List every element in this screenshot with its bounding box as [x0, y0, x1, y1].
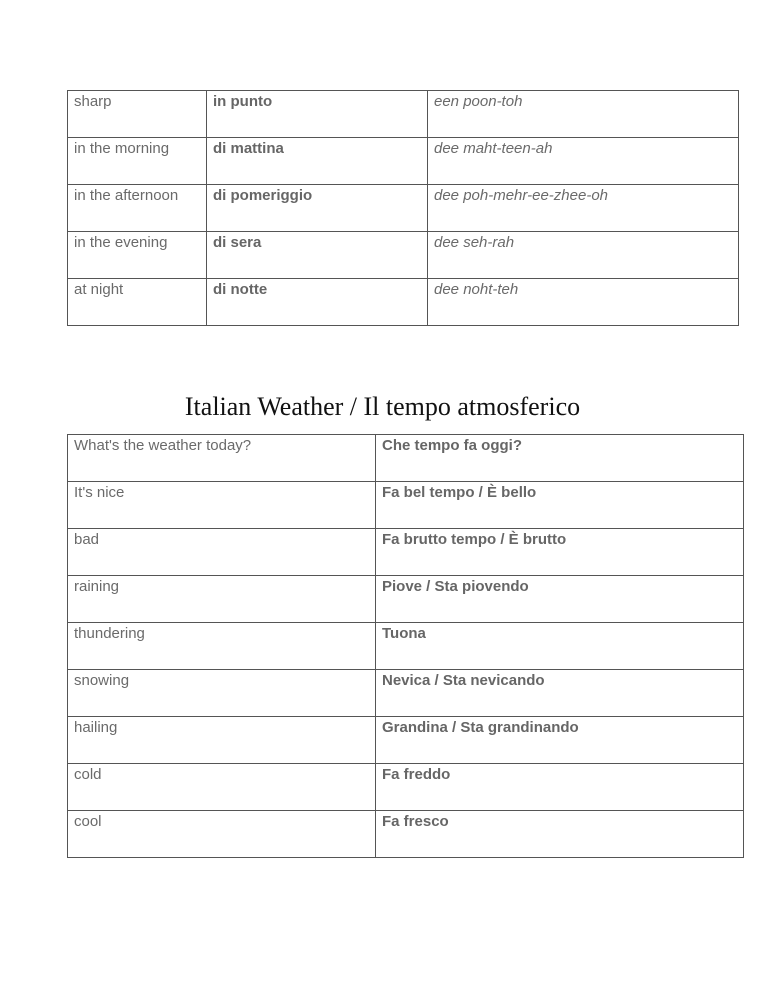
table-row — [68, 91, 739, 138]
italian-cell: Fa bel tempo / È bello — [376, 482, 744, 529]
weather-table — [67, 434, 744, 858]
italian-cell: Tuona — [376, 623, 744, 670]
english-cell: cold — [68, 764, 376, 811]
italian-cell: Grandina / Sta grandinando — [376, 717, 744, 764]
english-cell: in the afternoon — [68, 185, 207, 232]
table-row — [68, 138, 739, 185]
table-row — [68, 670, 744, 717]
pronunciation-cell: dee seh-rah — [428, 232, 739, 279]
italian-cell: Fa fresco — [376, 811, 744, 858]
italian-cell: di sera — [207, 232, 428, 279]
section-title: Italian Weather / Il tempo atmosferico — [184, 392, 581, 421]
english-cell: sharp — [68, 91, 207, 138]
table-row — [68, 623, 744, 670]
english-cell: cool — [68, 811, 376, 858]
english-cell: snowing — [68, 670, 376, 717]
italian-cell: di notte — [207, 279, 428, 326]
english-cell: thundering — [68, 623, 376, 670]
italian-cell: Nevica / Sta nevicando — [376, 670, 744, 717]
italian-cell: di mattina — [207, 138, 428, 185]
english-cell: raining — [68, 576, 376, 623]
table-row — [68, 529, 744, 576]
table-row — [68, 482, 744, 529]
english-cell: bad — [68, 529, 376, 576]
italian-cell: Piove / Sta piovendo — [376, 576, 744, 623]
italian-cell: in punto — [207, 91, 428, 138]
table-row — [68, 811, 744, 858]
table-row — [68, 764, 744, 811]
table-row — [68, 576, 744, 623]
english-cell: in the morning — [68, 138, 207, 185]
pronunciation-cell: dee poh-mehr-ee-zhee-oh — [428, 185, 739, 232]
table-row — [68, 717, 744, 764]
table-row — [68, 185, 739, 232]
english-cell: in the evening — [68, 232, 207, 279]
table-row — [68, 435, 744, 482]
italian-cell: Fa freddo — [376, 764, 744, 811]
italian-cell: Fa brutto tempo / È brutto — [376, 529, 744, 576]
pronunciation-cell: dee noht-teh — [428, 279, 739, 326]
time-expressions-table — [67, 90, 739, 326]
english-cell: hailing — [68, 717, 376, 764]
table-row — [68, 232, 739, 279]
italian-cell: Che tempo fa oggi? — [376, 435, 744, 482]
english-cell: It's nice — [68, 482, 376, 529]
italian-cell: di pomeriggio — [207, 185, 428, 232]
english-cell: at night — [68, 279, 207, 326]
english-cell: What's the weather today? — [68, 435, 376, 482]
pronunciation-cell: dee maht-teen-ah — [428, 138, 739, 185]
pronunciation-cell: een poon-toh — [428, 91, 739, 138]
table-row — [68, 279, 739, 326]
